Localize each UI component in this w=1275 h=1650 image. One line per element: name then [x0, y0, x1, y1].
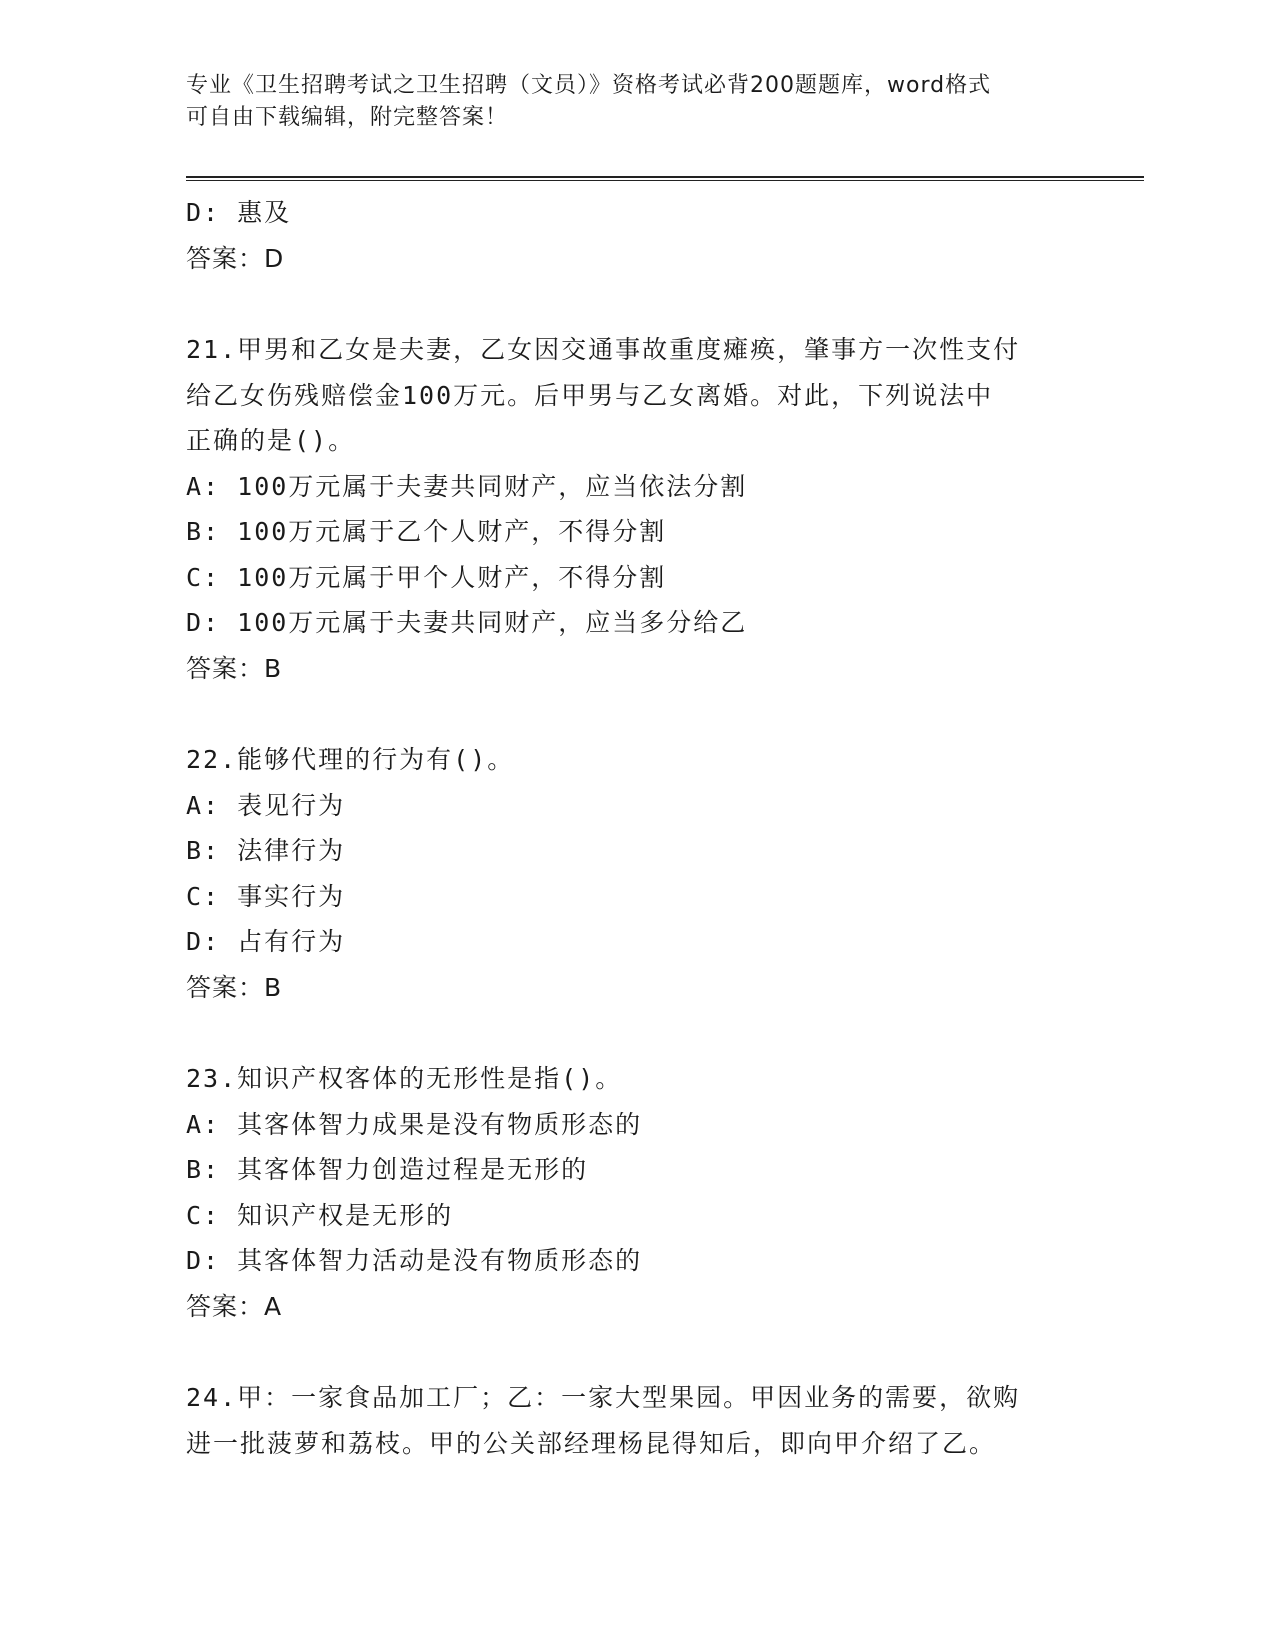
- option-b: B: 其客体智力创造过程是无形的: [186, 1155, 589, 1184]
- question-stem-line: 23.知识产权客体的无形性是指()。: [186, 1064, 623, 1093]
- question-list: [186, 190, 1086, 1466]
- document-header: [186, 70, 1086, 134]
- question-stem-line: 进一批菠萝和荔枝。甲的公关部经理杨昆得知后，即向甲介绍了乙。: [186, 1428, 997, 1458]
- option-b: B: 100万元属于乙个人财产，不得分割: [186, 517, 667, 546]
- option-d: D: 100万元属于夫妻共同财产，应当多分给乙: [186, 608, 748, 637]
- option-b: B: 法律行为: [186, 836, 346, 865]
- option-c: C: 100万元属于甲个人财产，不得分割: [186, 562, 667, 592]
- header-divider: [186, 176, 1144, 181]
- option-c: C: 知识产权是无形的: [186, 1200, 454, 1230]
- answer: 答案：B: [186, 972, 283, 1002]
- question-23: [186, 1056, 1086, 1329]
- question-24: [186, 1375, 1086, 1466]
- header-line-1: 专业《卫生招聘考试之卫生招聘（文员）》资格考试必背200题题库，word格式: [186, 73, 992, 98]
- question-stem-line: 给乙女伤残赔偿金100万元。后甲男与乙女离婚。对此，下列说法中: [186, 380, 994, 410]
- option-a: A: 表见行为: [186, 790, 346, 820]
- spacer: [186, 281, 1086, 327]
- question-stem-line: 24.甲：一家食品加工厂；乙：一家大型果园。甲因业务的需要，欲购: [186, 1383, 1021, 1412]
- option-c: C: 事实行为: [186, 881, 346, 911]
- spacer: [186, 1010, 1086, 1056]
- answer: 答案：A: [186, 1291, 283, 1321]
- question-stem-line: 正确的是()。: [186, 426, 356, 455]
- answer: 答案：B: [186, 653, 283, 683]
- option-d: D: 其客体智力活动是没有物质形态的: [186, 1246, 643, 1275]
- option-d: D: 占有行为: [186, 927, 346, 956]
- option-a: A: 100万元属于夫妻共同财产，应当依法分割: [186, 471, 748, 501]
- prev-option-d: D: 惠及: [186, 198, 292, 227]
- header-line-2: 可自由下载编辑，附完整答案！: [186, 105, 509, 130]
- spacer: [186, 691, 1086, 737]
- question-stem-line: 22.能够代理的行为有()。: [186, 745, 515, 774]
- question-21: [186, 327, 1086, 691]
- prev-answer: 答案：D: [186, 243, 285, 273]
- question-22: [186, 737, 1086, 1010]
- option-a: A: 其客体智力成果是没有物质形态的: [186, 1109, 643, 1139]
- spacer: [186, 1329, 1086, 1375]
- question-stem-line: 21.甲男和乙女是夫妻，乙女因交通事故重度瘫痪，肇事方一次性支付: [186, 335, 1021, 364]
